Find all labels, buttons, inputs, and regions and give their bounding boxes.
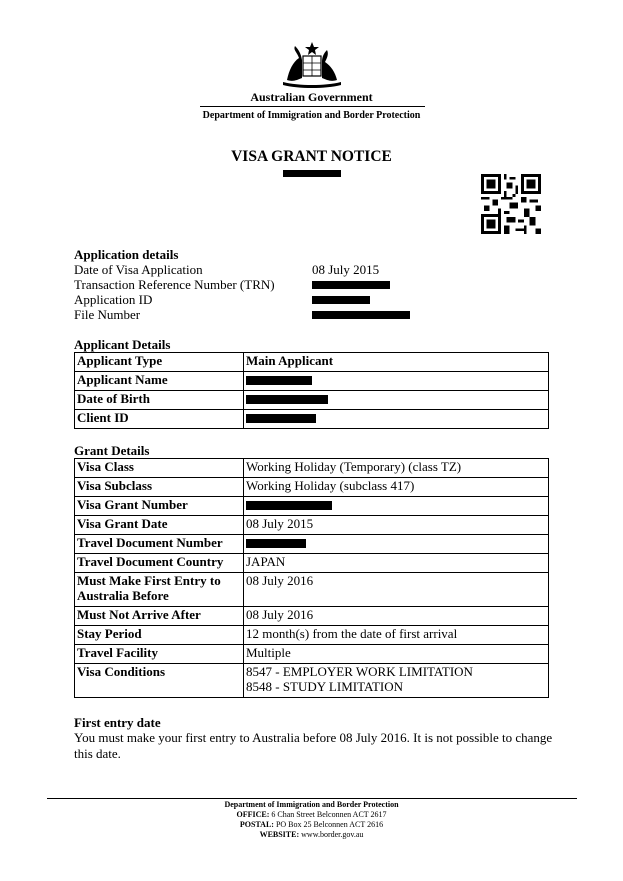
footer-postal xyxy=(0,820,623,830)
travel-document-country-value: JAPAN xyxy=(244,554,549,573)
stay-period-label: Stay Period xyxy=(75,626,244,645)
postal-address: PO Box 25 Belconnen ACT 2616 xyxy=(275,820,384,829)
table-row xyxy=(75,353,549,372)
application-id-label: Application ID xyxy=(74,292,153,307)
file-number-label: File Number xyxy=(74,307,141,322)
date-of-birth-label: Date of Birth xyxy=(75,391,244,410)
first-entry-heading: First entry date xyxy=(74,715,161,730)
date-of-application-value: 08 July 2015 xyxy=(312,262,380,277)
travel-facility-label: Travel Facility xyxy=(75,645,244,664)
office-address: 6 Chan Street Belconnen ACT 2617 xyxy=(271,810,387,819)
travel-document-country-label: Travel Document Country xyxy=(75,554,244,573)
visa-subclass-label: Visa Subclass xyxy=(75,478,244,497)
travel-facility-value: Multiple xyxy=(244,645,549,664)
client-id-value xyxy=(244,410,549,429)
visa-grant-date-label: Visa Grant Date xyxy=(75,516,244,535)
page-title: VISA GRANT NOTICE xyxy=(231,148,392,165)
visa-class-label: Visa Class xyxy=(75,459,244,478)
table-row xyxy=(75,391,549,410)
table-row xyxy=(75,645,549,664)
applicant-details-heading: Applicant Details xyxy=(74,337,171,352)
table-row xyxy=(75,554,549,573)
must-not-arrive-after-value: 08 July 2016 xyxy=(244,607,549,626)
footer-department: Department of Immigration and Border Protection xyxy=(224,800,399,809)
header-divider xyxy=(200,106,425,107)
office-label: OFFICE: xyxy=(236,810,270,819)
applicant-type-label: Applicant Type xyxy=(75,353,244,372)
visa-class-value: Working Holiday (Temporary) (class TZ) xyxy=(244,459,549,478)
visa-grant-date-value: 08 July 2015 xyxy=(244,516,549,535)
redaction-bar xyxy=(246,376,312,385)
redaction-bar xyxy=(246,539,306,548)
redacted-name xyxy=(283,170,341,177)
grant-details-heading: Grant Details xyxy=(74,443,150,458)
table-row xyxy=(75,410,549,429)
date-of-application-label: Date of Visa Application xyxy=(74,262,203,277)
grant-details-table xyxy=(74,458,549,698)
qr-code xyxy=(481,174,541,234)
visa-grant-number-label: Visa Grant Number xyxy=(75,497,244,516)
visa-conditions-value: 8547 - EMPLOYER WORK LIMITATION 8548 - STUDY LIMITATION xyxy=(244,664,549,698)
website-url[interactable]: www.border.gov.au xyxy=(301,830,364,839)
applicant-type-value: Main Applicant xyxy=(244,353,549,372)
applicant-name-value xyxy=(244,372,549,391)
first-entry-before-label: Must Make First Entry to Australia Before xyxy=(75,573,244,607)
government-name: Australian Government xyxy=(250,90,373,104)
redaction-bar xyxy=(246,414,316,423)
table-row xyxy=(75,497,549,516)
visa-conditions-label: Visa Conditions xyxy=(75,664,244,698)
redaction-bar xyxy=(246,501,332,510)
first-entry-text: You must make your first entry to Australia before 08 July 2016. It is not possible to change this date. xyxy=(74,730,553,761)
website-label: WEBSITE: xyxy=(259,830,300,839)
client-id-label: Client ID xyxy=(75,410,244,429)
must-not-arrive-after-label: Must Not Arrive After xyxy=(75,607,244,626)
table-row xyxy=(75,372,549,391)
visa-grant-number-value xyxy=(244,497,549,516)
footer-office xyxy=(0,810,623,820)
application-id-redacted xyxy=(312,296,370,304)
application-details-heading: Application details xyxy=(74,247,179,262)
footer-divider xyxy=(47,798,577,799)
applicant-details-table xyxy=(74,352,549,429)
trn-redacted xyxy=(312,281,390,289)
file-number-redacted xyxy=(312,311,410,319)
footer-website xyxy=(0,830,623,840)
table-row xyxy=(75,664,549,698)
applicant-name-label: Applicant Name xyxy=(75,372,244,391)
date-of-birth-value xyxy=(244,391,549,410)
table-row xyxy=(75,459,549,478)
travel-document-number-value xyxy=(244,535,549,554)
first-entry-before-value: 08 July 2016 xyxy=(244,573,549,607)
table-row xyxy=(75,626,549,645)
table-row xyxy=(75,516,549,535)
stay-period-value: 12 month(s) from the date of first arrival xyxy=(244,626,549,645)
postal-label: POSTAL: xyxy=(239,820,274,829)
table-row xyxy=(75,573,549,607)
table-row xyxy=(75,607,549,626)
travel-document-number-label: Travel Document Number xyxy=(75,535,244,554)
table-row xyxy=(75,535,549,554)
department-name: Department of Immigration and Border Protection xyxy=(202,110,421,121)
coat-of-arms-logo xyxy=(279,40,345,90)
table-row xyxy=(75,478,549,497)
redaction-bar xyxy=(246,395,328,404)
visa-subclass-value: Working Holiday (subclass 417) xyxy=(244,478,549,497)
trn-label: Transaction Reference Number (TRN) xyxy=(74,277,275,292)
